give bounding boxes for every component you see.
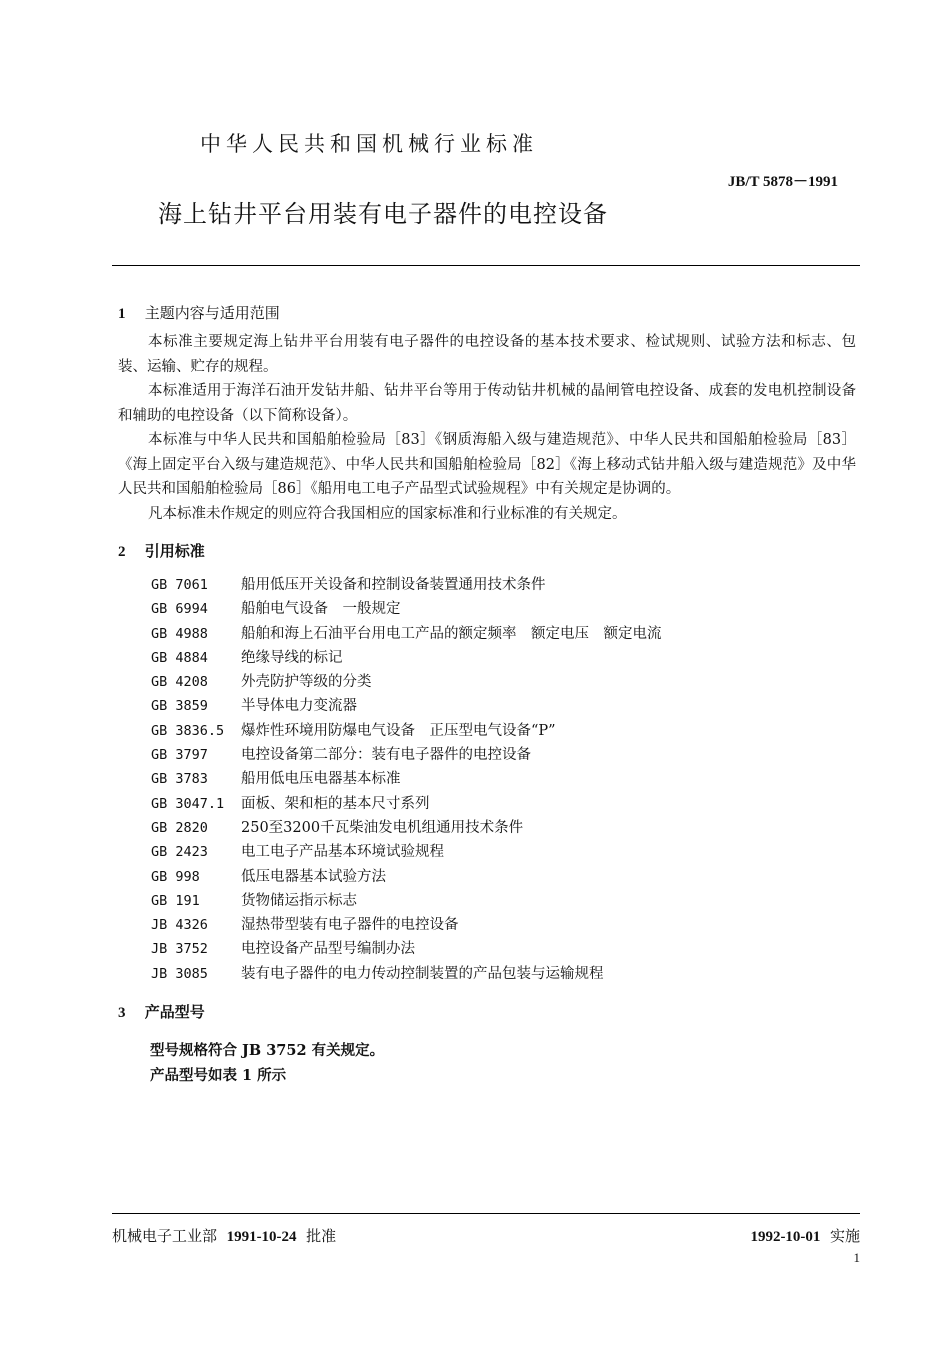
issuer: 机械电子工业部 (112, 1227, 218, 1245)
ref-title: 半导体电力变流器 (241, 698, 357, 715)
section-1-body (118, 330, 856, 526)
ref-title: 货物储运指示标志 (241, 892, 357, 909)
ref-item (151, 767, 662, 791)
section-3-body (150, 1038, 384, 1088)
ref-item (151, 670, 662, 694)
ref-item (151, 962, 662, 986)
ref-item (151, 865, 662, 889)
ref-code: GB 4884 (151, 649, 208, 666)
ref-code: GB 2423 (151, 844, 208, 861)
section-title: 产品型号 (144, 1003, 205, 1021)
ref-code: GB 3797 (151, 747, 208, 764)
ref-code: GB 7061 (151, 577, 208, 593)
ref-code: JB 4326 (151, 917, 208, 934)
approval-info (112, 1225, 336, 1246)
ref-item (151, 719, 662, 743)
ref-title: 绝缘导线的标记 (241, 649, 343, 666)
section-title: 引用标准 (144, 542, 205, 560)
ref-title: 250至3200千瓦柴油发电机组通用技术条件 (241, 819, 524, 836)
section-1-heading (118, 302, 280, 323)
ref-title: 船用低电压电器基本标准 (241, 771, 401, 788)
ref-code: GB 6994 (151, 601, 208, 618)
ref-item (151, 937, 662, 961)
ref-title: 低压电器基本试验方法 (241, 868, 386, 885)
ref-title: 电工电子产品基本环境试验规程 (241, 844, 444, 861)
referenced-standards-list (151, 573, 662, 986)
ref-code: GB 191 (151, 892, 200, 909)
ref-code: GB 3836.5 (151, 722, 225, 739)
ref-title: 装有电子器件的电力传动控制装置的产品包装与运输规程 (241, 965, 604, 982)
ref-title: 船舶和海上石油平台用电工产品的额定频率 额定电压 额定电流 (241, 625, 662, 642)
ref-item (151, 913, 662, 937)
ref-item (151, 597, 662, 621)
ref-item (151, 646, 662, 670)
ref-item (151, 889, 662, 913)
ref-title: 外壳防护等级的分类 (241, 674, 372, 691)
section-number: 3 (118, 1005, 126, 1021)
effective-label: 实施 (829, 1227, 860, 1245)
header-divider (112, 265, 860, 266)
ref-code: GB 3859 (151, 698, 208, 715)
ref-code: GB 3783 (151, 771, 208, 788)
ref-title: 面板、架和柜的基本尺寸系列 (241, 795, 430, 812)
paragraph: 凡本标准未作规定的则应符合我国相应的国家标准和行业标准的有关规定。 (148, 505, 627, 522)
paragraph: 本标准适用于海洋石油开发钻井船、钻井平台等用于传动钻井机械的晶闸管电控设备、成套的发电机控制设备和辅助的电控设备（以下简称设备）。 (118, 383, 856, 424)
document-title: 海上钻井平台用装有电子器件的电控设备 (158, 200, 608, 228)
effective-date: 1992-10-01 (750, 1229, 821, 1245)
section-2-heading (118, 540, 205, 561)
ref-title: 电控设备第二部分：装有电子器件的电控设备 (241, 747, 531, 764)
ref-title: 湿热带型装有电子器件的电控设备 (241, 917, 459, 934)
section-title: 主题内容与适用范围 (144, 304, 280, 322)
ref-code: GB 998 (151, 868, 200, 885)
ref-code: GB 2820 (151, 819, 208, 836)
paragraph: 型号规格符合 JB 3752 有关规定。 (150, 1042, 385, 1059)
ref-title: 船用低压开关设备和控制设备装置通用技术条件 (241, 577, 546, 593)
section-3-heading (118, 1001, 205, 1022)
approval-label: 批准 (306, 1227, 337, 1245)
ref-item (151, 840, 662, 864)
standard-number: JB/T 5878－1991 (727, 174, 838, 190)
ref-item (151, 816, 662, 840)
ref-code: GB 4988 (151, 625, 208, 642)
page-number: 1 (853, 1250, 860, 1265)
ref-title: 电控设备产品型号编制办法 (241, 941, 415, 958)
paragraph: 本标准与中华人民共和国船舶检验局［83］《钢质海船入级与建造规范》、中华人民共和国船舶检验局［83］《海上固定平台入级与建造规范》、中华人民共和国船舶检验局［82］《海上移动式钻井船入级与建造规范》及中华人民共和国船舶检验局［86］《船用电工电子产品型式试验规程》中有关规定是协调的。 (118, 432, 856, 497)
section-number: 1 (118, 306, 126, 322)
approval-date: 1991-10-24 (226, 1229, 297, 1245)
ref-item (151, 792, 662, 816)
paragraph: 本标准主要规定海上钻井平台用装有电子器件的电控设备的基本技术要求、检试规则、试验方法和标志、包装、运输、贮存的规程。 (118, 334, 856, 375)
ref-item (151, 573, 662, 597)
effective-info (750, 1225, 860, 1246)
issuing-standard-category: 中华人民共和国机械行业标准 (200, 132, 538, 156)
ref-title: 船舶电气设备 一般规定 (241, 601, 401, 618)
ref-code: JB 3752 (151, 941, 208, 958)
section-number: 2 (118, 544, 126, 560)
footer-divider (112, 1213, 860, 1214)
ref-item (151, 694, 662, 718)
ref-item (151, 622, 662, 646)
ref-title: 爆炸性环境用防爆电气设备 正压型电气设备“P” (241, 722, 556, 739)
ref-code: GB 3047.1 (151, 795, 225, 812)
ref-item (151, 743, 662, 767)
ref-code: JB 3085 (151, 965, 208, 982)
ref-code: GB 4208 (151, 674, 208, 691)
paragraph: 产品型号如表 1 所示 (150, 1067, 287, 1084)
